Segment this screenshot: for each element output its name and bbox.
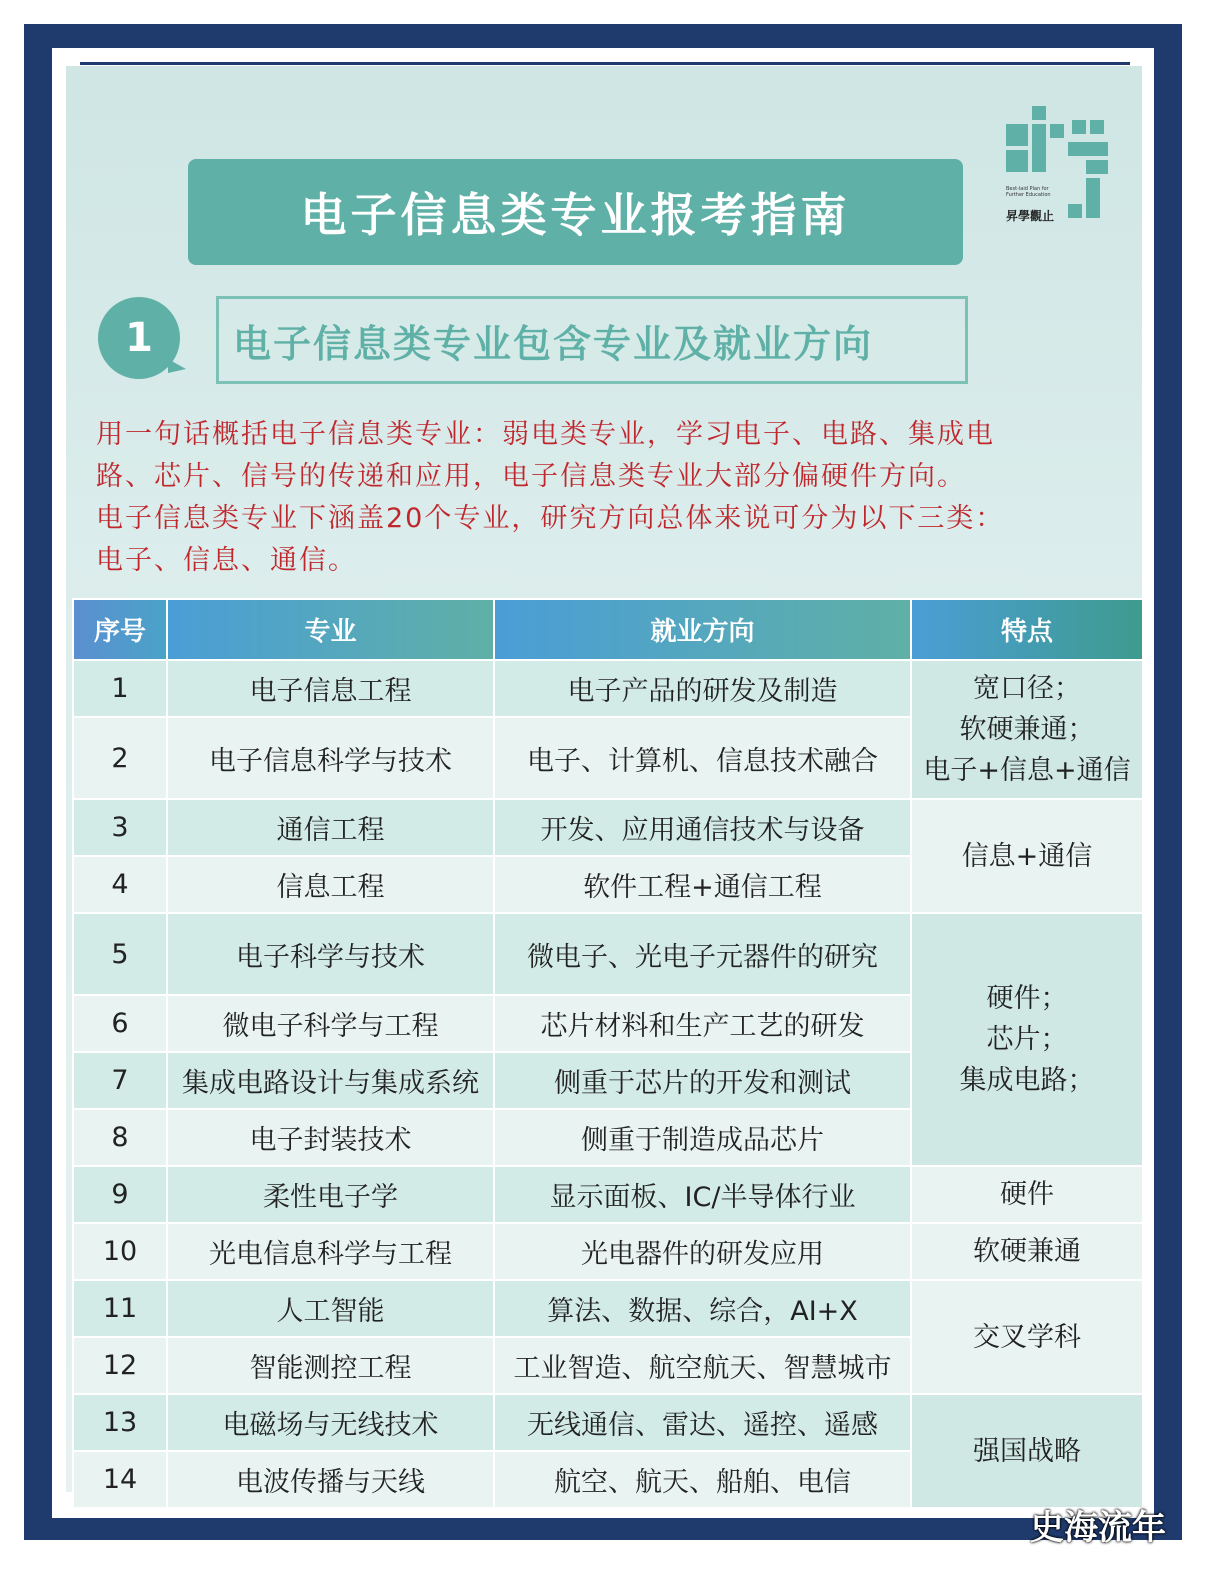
row-major: 信息工程 <box>167 856 494 913</box>
feature-cell: 信息+通信 <box>911 799 1143 913</box>
row-no: 14 <box>73 1451 167 1508</box>
header-career: 就业方向 <box>494 599 911 660</box>
row-career: 显示面板、IC/半导体行业 <box>494 1166 911 1223</box>
top-rule <box>80 62 1130 65</box>
row-career: 侧重于制造成品芯片 <box>494 1109 911 1166</box>
logo-subtitle: Best-laid Plan for Further Education <box>1006 186 1051 198</box>
feature-cell <box>911 913 1143 1166</box>
row-career: 侧重于芯片的开发和测试 <box>494 1052 911 1109</box>
row-career: 航空、航天、船舶、电信 <box>494 1451 911 1508</box>
table-row <box>73 1394 1143 1451</box>
row-career: 电子产品的研发及制造 <box>494 660 911 717</box>
row-no: 5 <box>73 913 167 995</box>
row-career: 无线通信、雷达、遥控、遥感 <box>494 1394 911 1451</box>
table-row <box>73 660 1143 717</box>
row-career: 工业智造、航空航天、智慧城市 <box>494 1337 911 1394</box>
row-career: 电子、计算机、信息技术融合 <box>494 717 911 799</box>
table-row <box>73 799 1143 856</box>
feature-cell <box>911 660 1143 799</box>
feature-line: 软硬兼通； <box>959 714 1095 745</box>
feature-line: 电子+信息+通信 <box>923 755 1131 786</box>
row-no: 12 <box>73 1337 167 1394</box>
row-major: 微电子科学与工程 <box>167 995 494 1052</box>
intro-text <box>96 414 1126 582</box>
table-header-row <box>73 599 1143 660</box>
row-career: 微电子、光电子元器件的研究 <box>494 913 911 995</box>
intro-line-1: 用一句话概括电子信息类专业：弱电类专业，学习电子、电路、集成电 <box>96 419 995 450</box>
row-major: 集成电路设计与集成系统 <box>167 1052 494 1109</box>
row-major: 电子封装技术 <box>167 1109 494 1166</box>
row-major: 电波传播与天线 <box>167 1451 494 1508</box>
row-no: 8 <box>73 1109 167 1166</box>
feature-line: 芯片； <box>986 1024 1068 1055</box>
intro-line-4: 电子、信息、通信。 <box>96 545 357 576</box>
feature-cell: 强国战略 <box>911 1394 1143 1508</box>
row-no: 1 <box>73 660 167 717</box>
page-title: 电子信息类专业报考指南 <box>188 159 963 265</box>
feature-line: 集成电路； <box>959 1065 1095 1096</box>
table-row <box>73 1166 1143 1223</box>
brand-logo <box>1002 106 1114 224</box>
row-major: 电子科学与技术 <box>167 913 494 995</box>
row-major: 电子信息科学与技术 <box>167 717 494 799</box>
section-number-badge: 1 <box>98 297 180 379</box>
table-row <box>73 913 1143 995</box>
row-major: 电磁场与无线技术 <box>167 1394 494 1451</box>
majors-table <box>72 598 1144 1509</box>
row-no: 6 <box>73 995 167 1052</box>
feature-line: 宽口径； <box>973 673 1081 704</box>
feature-cell: 软硬兼通 <box>911 1223 1143 1280</box>
row-major: 人工智能 <box>167 1280 494 1337</box>
row-no: 9 <box>73 1166 167 1223</box>
row-no: 2 <box>73 717 167 799</box>
table-row <box>73 1223 1143 1280</box>
row-no: 13 <box>73 1394 167 1451</box>
table-row <box>73 1280 1143 1337</box>
feature-cell: 交叉学科 <box>911 1280 1143 1394</box>
row-career: 光电器件的研发应用 <box>494 1223 911 1280</box>
logo-name: 昇學觀止 <box>1006 209 1055 223</box>
header-feature: 特点 <box>911 599 1143 660</box>
intro-line-3: 电子信息类专业下涵盖20个专业，研究方向总体来说可分为以下三类： <box>96 503 1005 534</box>
row-major: 通信工程 <box>167 799 494 856</box>
watermark-text: 史海流年 <box>1030 1508 1166 1548</box>
row-no: 4 <box>73 856 167 913</box>
header-no: 序号 <box>73 599 167 660</box>
section-title: 电子信息类专业包含专业及就业方向 <box>216 296 968 384</box>
row-career: 芯片材料和生产工艺的研发 <box>494 995 911 1052</box>
row-career: 开发、应用通信技术与设备 <box>494 799 911 856</box>
row-major: 电子信息工程 <box>167 660 494 717</box>
row-no: 11 <box>73 1280 167 1337</box>
row-no: 3 <box>73 799 167 856</box>
row-major: 智能测控工程 <box>167 1337 494 1394</box>
feature-cell: 硬件 <box>911 1166 1143 1223</box>
row-no: 7 <box>73 1052 167 1109</box>
row-career: 软件工程+通信工程 <box>494 856 911 913</box>
feature-line: 硬件； <box>986 983 1068 1014</box>
row-major: 柔性电子学 <box>167 1166 494 1223</box>
header-major: 专业 <box>167 599 494 660</box>
intro-line-2: 路、芯片、信号的传递和应用，电子信息类专业大部分偏硬件方向。 <box>96 461 966 492</box>
row-major: 光电信息科学与工程 <box>167 1223 494 1280</box>
row-no: 10 <box>73 1223 167 1280</box>
row-career: 算法、数据、综合，AI+X <box>494 1280 911 1337</box>
